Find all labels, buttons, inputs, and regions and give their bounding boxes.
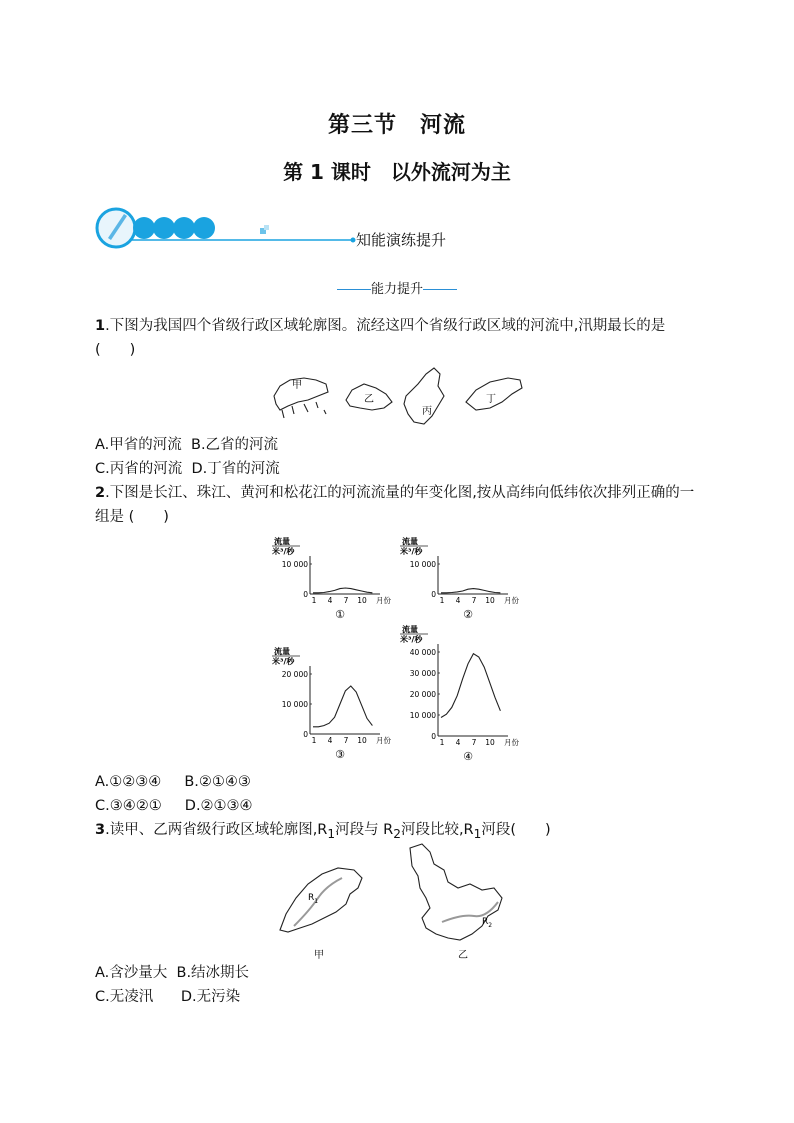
x-tick-label: 4 (455, 738, 461, 747)
chart-unit-bottom: 米³/秒 (400, 547, 423, 556)
map-label-jia: 甲 (292, 380, 302, 391)
chart-unit-bottom: 米³/秒 (272, 547, 295, 556)
option-b[interactable]: B.乙省的河流 (191, 437, 279, 453)
x-tick-label: 4 (327, 736, 333, 745)
x-unit-label: 月份 (376, 736, 391, 745)
y-tick-label: 0 (303, 590, 308, 599)
page-subtitle: 第 1 课时 以外流河为主 (283, 160, 511, 184)
x-tick-label: 1 (439, 738, 445, 747)
option-a[interactable]: A.甲省的河流 (95, 437, 182, 453)
q2-options-row-1 (95, 770, 251, 794)
x-tick-label: 10 (485, 738, 495, 747)
section-banner (94, 206, 514, 252)
x-tick-label: 10 (485, 596, 495, 605)
chart-caption: ④ (463, 750, 473, 763)
question-number: 1 (95, 318, 106, 334)
x-tick-label: 10 (357, 736, 367, 745)
map-label-yi: 乙 (364, 394, 374, 405)
question-stem: .下图为我国四个省级行政区域轮廓图。流经这四个省级行政区域的河流中,汛期最长的是( ) (95, 318, 666, 358)
question-3: 3.读甲、乙两省级行政区域轮廓图$,R_1$河段与 $R_2$河段比较$,R_1$河段( ) (95, 822, 551, 841)
x-unit-label: 月份 (504, 596, 519, 605)
x-tick-label: 1 (311, 596, 317, 605)
q2-options-row-2 (95, 794, 253, 818)
province-jia-outline (280, 868, 362, 932)
option-d[interactable]: D.丁省的河流 (191, 461, 280, 477)
banner-dot (133, 217, 155, 239)
y-tick-label: 10 000 (281, 700, 308, 709)
caption-yi: 乙 (458, 950, 468, 961)
chart-unit-top: 流量 (402, 625, 418, 634)
map-label-bing: 丙 (422, 406, 432, 417)
chart-caption: ① (335, 608, 345, 621)
caption-jia: 甲 (314, 950, 324, 961)
question-1 (95, 314, 705, 362)
chart-unit-top: 流量 (274, 647, 290, 656)
flow-line (441, 589, 500, 593)
question-2 (95, 481, 705, 529)
banner-dot (193, 217, 215, 239)
option-b[interactable]: B.②①④③ (184, 774, 251, 790)
banner-label: 知能演练提升 (356, 231, 447, 249)
chart-caption: ② (463, 608, 473, 621)
y-tick-label: 30 000 (409, 669, 436, 678)
chart-unit-top: 流量 (274, 537, 290, 546)
y-tick-label: 0 (431, 732, 436, 741)
y-tick-label: 20 000 (281, 670, 308, 679)
y-tick-label: 10 000 (281, 560, 308, 569)
flow-line (313, 588, 372, 593)
banner-dot (173, 217, 195, 239)
map-label-ding: 丁 (486, 394, 496, 405)
flow-line (313, 686, 372, 727)
flow-charts (270, 536, 530, 768)
y-tick-label: 40 000 (409, 648, 436, 657)
chart-caption: ③ (335, 748, 345, 761)
q3-options-row-1 (95, 961, 249, 985)
question-number: 3 (95, 822, 106, 838)
chart-unit-bottom: 米³/秒 (400, 635, 423, 644)
section-header (0, 278, 794, 297)
option-a[interactable]: A.①②③④ (95, 774, 162, 790)
question-number: 2 (95, 485, 106, 501)
q3-options-row-2 (95, 985, 240, 1009)
q1-options-row-2 (95, 457, 280, 481)
y-tick-label: 10 000 (409, 711, 436, 720)
option-c[interactable]: C.丙省的河流 (95, 461, 183, 477)
x-tick-label: 7 (343, 596, 349, 605)
y-tick-label: 0 (303, 730, 308, 739)
x-tick-label: 7 (471, 596, 477, 605)
x-tick-label: 1 (439, 596, 445, 605)
option-c[interactable]: C.无凌汛 (95, 989, 154, 1005)
x-unit-label: 月份 (376, 596, 391, 605)
q3-province-maps (272, 842, 522, 962)
y-tick-label: 0 (431, 590, 436, 599)
option-d[interactable]: D.②①③④ (184, 798, 253, 814)
option-b[interactable]: B.结冰期长 (176, 965, 250, 981)
option-a[interactable]: A.含沙量大 (95, 965, 168, 981)
q1-options-row-1 (95, 433, 278, 457)
option-d[interactable]: D.无污染 (180, 989, 241, 1005)
chart-unit-top: 流量 (402, 537, 418, 546)
label-r2: $R_2$ (482, 917, 493, 929)
province-outline-maps (268, 366, 530, 428)
option-c[interactable]: C.③④②① (95, 798, 162, 814)
x-unit-label: 月份 (504, 738, 519, 747)
x-tick-label: 10 (357, 596, 367, 605)
x-tick-label: 7 (471, 738, 477, 747)
x-tick-label: 4 (455, 596, 461, 605)
flow-line (441, 654, 500, 718)
banner-dot (153, 217, 175, 239)
section-label: 能力提升 (370, 282, 423, 297)
river-r2 (442, 902, 498, 922)
y-tick-label: 10 000 (409, 560, 436, 569)
x-tick-label: 4 (327, 596, 333, 605)
y-tick-label: 20 000 (409, 690, 436, 699)
question-stem: .下图是长江、珠江、黄河和松花江的河流流量的年变化图,按从高纬向低纬依次排列正确的一组是 ( ) (95, 485, 695, 525)
page-title: 第三节 河流 (327, 113, 466, 138)
label-r1: $R_1$ (308, 893, 319, 905)
x-tick-label: 7 (343, 736, 349, 745)
chart-unit-bottom: 米³/秒 (272, 657, 295, 666)
x-tick-label: 1 (311, 736, 317, 745)
